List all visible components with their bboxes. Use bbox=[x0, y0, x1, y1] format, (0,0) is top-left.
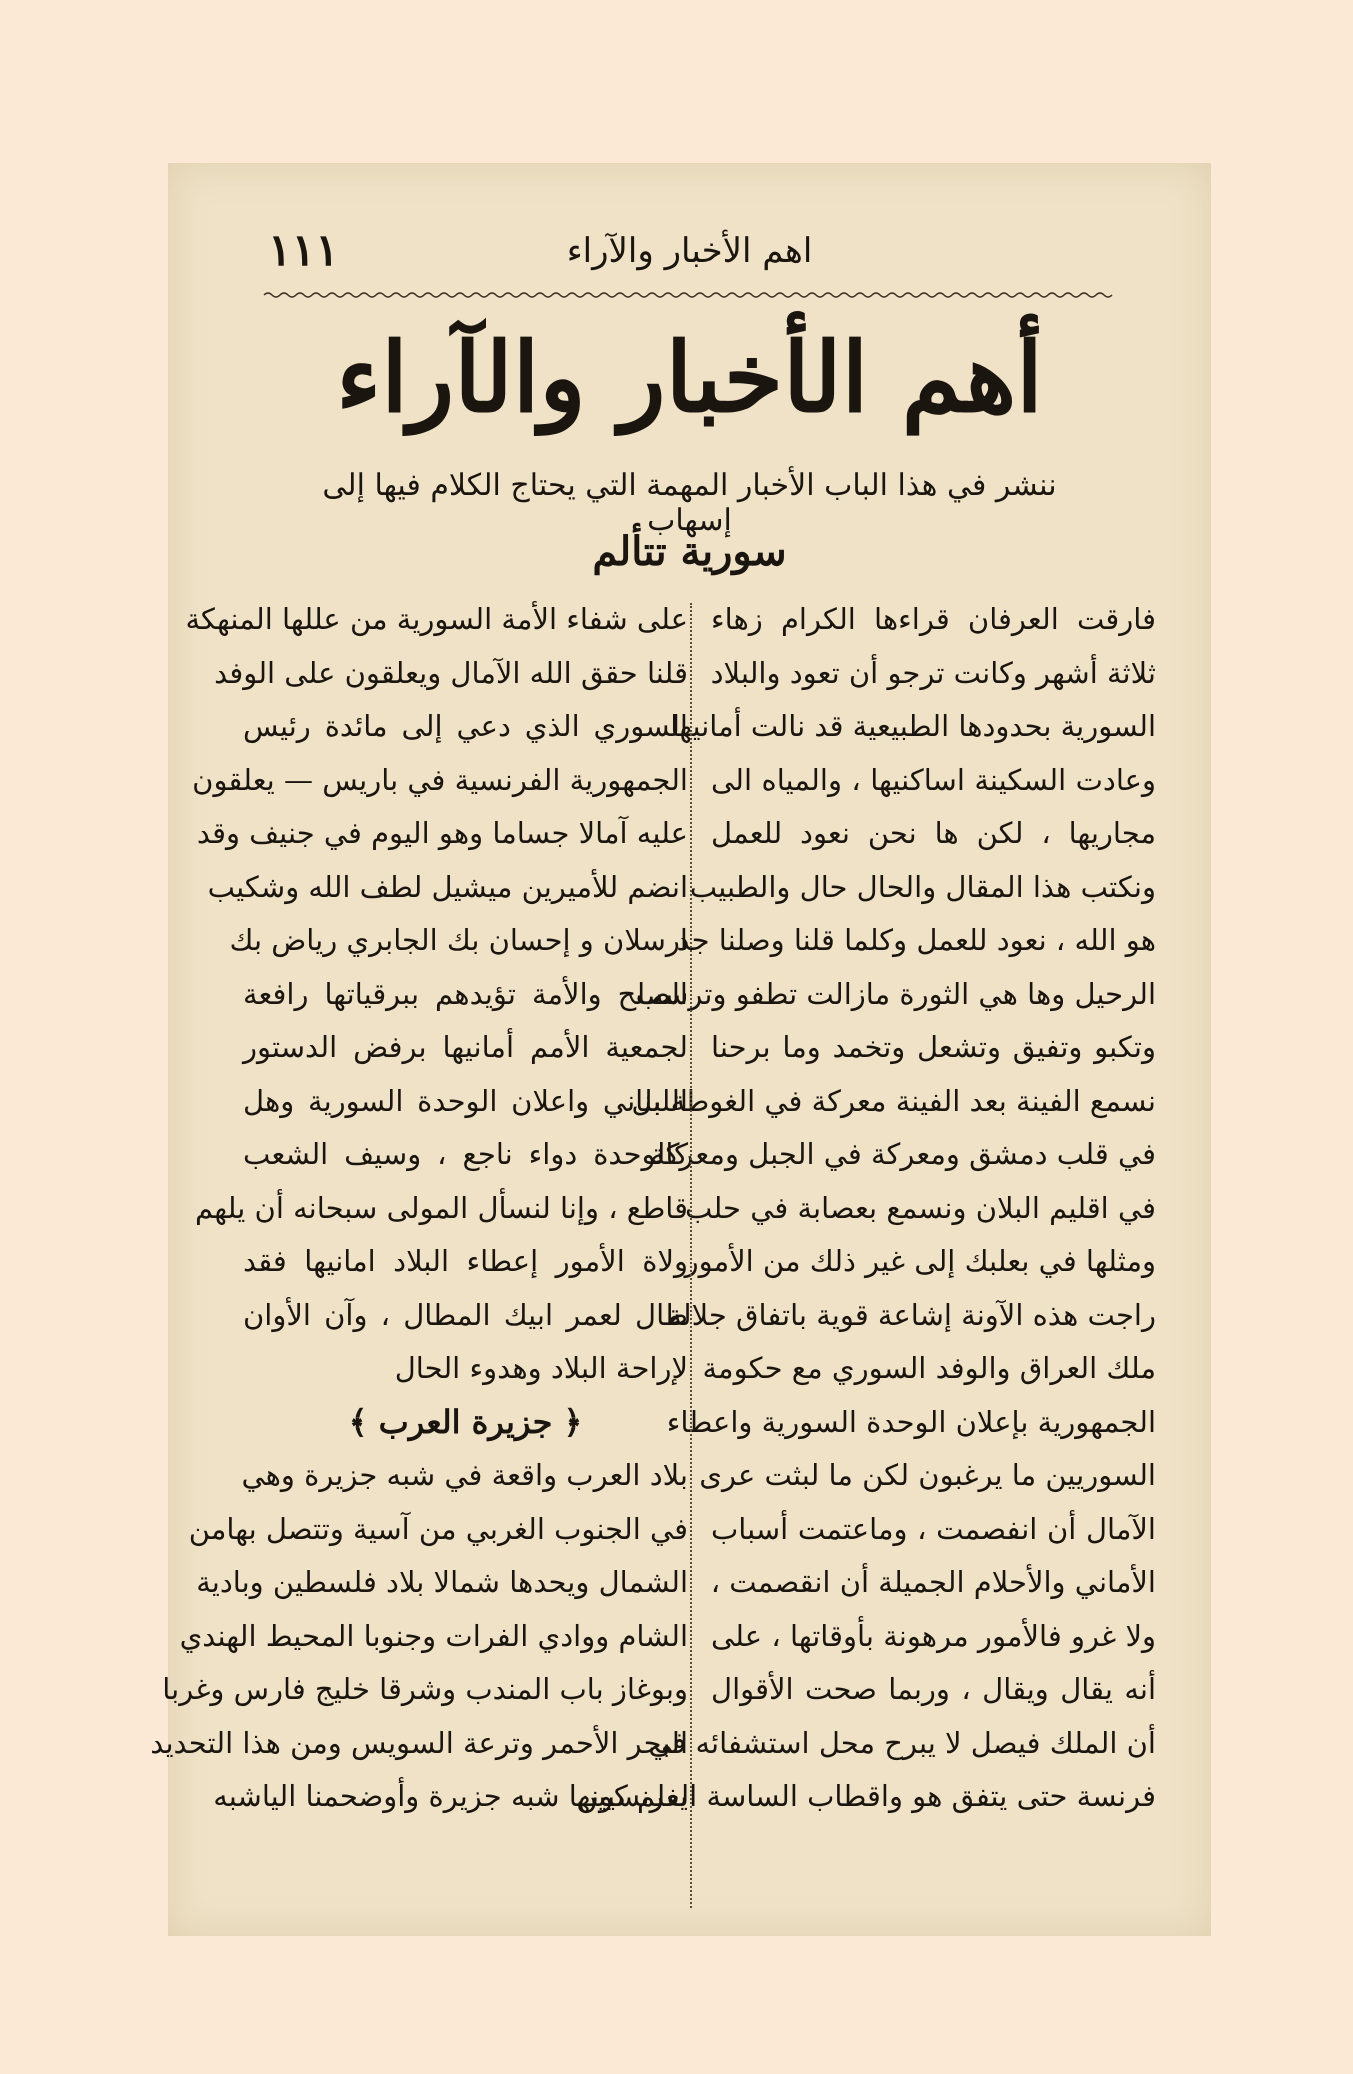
sub-heading: ﴿ جزيرة العرب ﴾ bbox=[348, 1402, 583, 1441]
text-line: نسمع الفينة بعد الفينة معركة في الغوطة بل bbox=[631, 1083, 1156, 1118]
text-line: على شفاء الأمة السورية من عللها المنهكة bbox=[185, 602, 688, 636]
text-line: ونكتب هذا المقال والحال حال والطبيب bbox=[689, 869, 1156, 904]
text-line: الصلح والأمة تؤيدهم ببرقياتها رافعة bbox=[243, 976, 688, 1011]
text-line: راجت هذه الآونة إشاعة قوية باتفاق جلالة bbox=[667, 1297, 1156, 1332]
text-line: الرحيل وها هي الثورة مازالت تطفو وترسب bbox=[635, 976, 1156, 1011]
text-line: السوريين ما يرغبون لكن ما لبثت عرى bbox=[699, 1458, 1156, 1492]
text-line: السورية بحدودها الطبيعية قد نالت أمانيها bbox=[670, 709, 1156, 743]
intro-line: ننشر في هذا الباب الأخبار المهمة التي يحتاج الكلام فيها إلى إسهاب bbox=[322, 468, 1057, 538]
text-line: الجمهورية الفرنسية في باريس — يعلقون bbox=[192, 762, 688, 797]
text-line: في اقليم البلان ونسمع بعصابة في حلب bbox=[684, 1190, 1156, 1225]
text-line: قاطع ، وإنا لنسأل المولى سبحانه أن يلهم bbox=[195, 1190, 688, 1225]
text-line: ولاة الأمور إعطاء البلاد امانيها فقد bbox=[243, 1244, 688, 1278]
text-line: أن الملك فيصل لا يبرح محل استشفائه في bbox=[648, 1725, 1156, 1760]
text-line: الشام ووادي الفرات وجنوبا المحيط الهندي bbox=[179, 1618, 688, 1653]
text-line: أنه يقال ويقال ، وربما صحت الأقوال bbox=[711, 1672, 1156, 1706]
text-line: ولا غرو فالأمور مرهونة بأوقاتها ، على bbox=[711, 1618, 1156, 1653]
text-line: في الجنوب الغربي من آسية وتتصل بهامن bbox=[188, 1511, 688, 1546]
text-line: البحر الأحمر وترعة السويس ومن هذا التحديد bbox=[150, 1725, 688, 1760]
text-line: وعادت السكينة اساكنيها ، والمياه الى bbox=[711, 762, 1156, 797]
running-title: اهم الأخبار والآراء bbox=[566, 231, 813, 271]
text-line: اللبناني واعلان الوحدة السورية وهل bbox=[243, 1083, 688, 1118]
text-line: ارسلان و إحسان بك الجابري رياض بك bbox=[229, 923, 688, 957]
page-number: ١١١ bbox=[268, 225, 339, 276]
text-line: كالوحدة دواء ناجع ، وسيف الشعب bbox=[243, 1137, 688, 1171]
text-line: انضم للأميرين ميشيل لطف الله وشكيب bbox=[207, 869, 688, 904]
text-line: الشمال ويحدها شمالا بلاد فلسطين وبادية bbox=[196, 1565, 688, 1599]
text-line: فارقت العرفان قراءها الكرام زهاء bbox=[711, 602, 1156, 636]
left-column bbox=[150, 593, 688, 1824]
text-line: ثلاثة أشهر وكانت ترجو أن تعود والبلاد bbox=[710, 655, 1156, 690]
text-line: لجمعية الأمم أمانيها برفض الدستور bbox=[243, 1030, 688, 1064]
masthead-title: أهم الأخبار والآراء bbox=[336, 321, 1043, 434]
column-divider bbox=[690, 603, 692, 1908]
text-line: ومثلها في بعلبك إلى غير ذلك من الأمور bbox=[684, 1244, 1156, 1278]
text-line: بلاد العرب واقعة في شبه جزيرة وهي bbox=[241, 1458, 688, 1492]
text-line: الأماني والأحلام الجميلة أن انقصمت ، bbox=[710, 1565, 1156, 1599]
text-line: لإراحة البلاد وهدوء الحال bbox=[394, 1351, 688, 1385]
text-line: وتكبو وتفيق وتشعل وتخمد وما برحنا bbox=[711, 1030, 1156, 1064]
right-column bbox=[576, 593, 1156, 1824]
text-line: وبوغاز باب المندب وشرقا خليج فارس وغربا bbox=[162, 1672, 688, 1706]
text-line: فرنسة حتى يتفق هو واقطاب الساسة الفرنسيين bbox=[576, 1779, 1156, 1813]
running-header bbox=[268, 225, 1111, 285]
text-line: طال لعمر ابيك المطال ، وآن الأوان bbox=[243, 1297, 688, 1332]
text-line: السوري الذي دعي إلى مائدة رئيس bbox=[243, 709, 688, 743]
text-line: قلنا حقق الله الآمال ويعلقون على الوفد bbox=[214, 655, 688, 690]
header-rule bbox=[264, 291, 1115, 299]
text-line: هو الله ، نعود للعمل وكلما قلنا وصلنا جد bbox=[676, 923, 1156, 957]
document-page bbox=[150, 163, 1211, 1936]
text-line: مجاريها ، لكن ها نحن نعود للعمل bbox=[711, 816, 1156, 850]
text-line: في قلب دمشق ومعركة في الجبل ومعركة bbox=[650, 1137, 1156, 1171]
text-line: ملك العراق والوفد السوري مع حكومة bbox=[702, 1351, 1156, 1385]
text-line: الآمال أن انفصمت ، وماعتمت أسباب bbox=[711, 1511, 1156, 1546]
section-title: سورية تتألم bbox=[592, 528, 787, 575]
text-line: عليه آمالا جساما وهو اليوم في جنيف وقد bbox=[196, 816, 688, 850]
text-line: الجمهورية بإعلان الوحدة السورية واعطاء bbox=[666, 1404, 1156, 1439]
text-line: يعلم كونها شبه جزيرة وأوضحمنا الياشبه bbox=[213, 1779, 688, 1813]
